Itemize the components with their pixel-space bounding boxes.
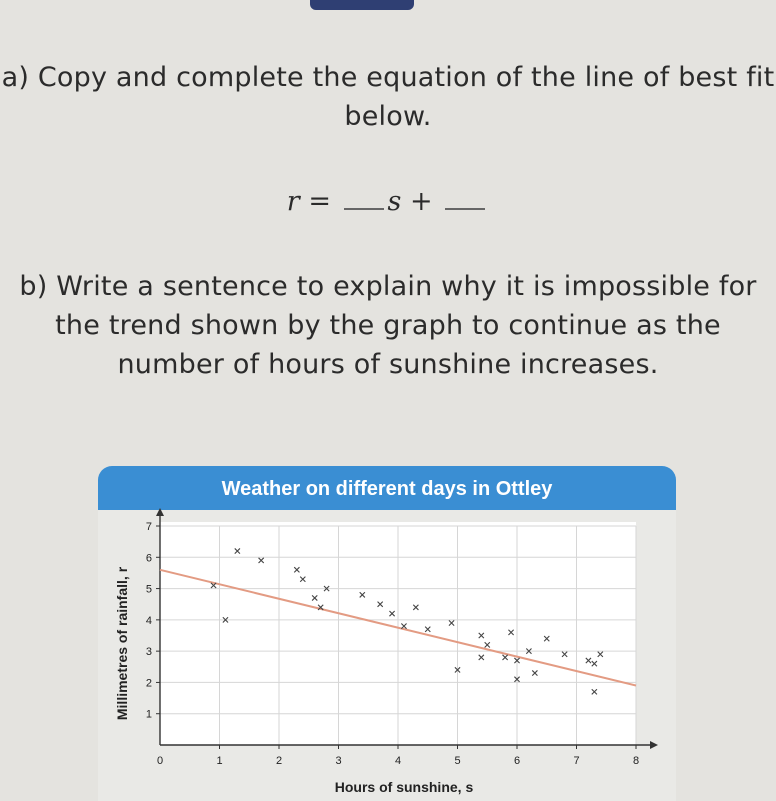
x-tick-label: 6 <box>513 755 521 767</box>
y-tick-label: 3 <box>145 646 152 659</box>
x-axis-label: Hours of sunshine, s <box>334 779 474 795</box>
x-tick-label: 1 <box>216 755 223 767</box>
question-a: a) Copy and complete the equation of the line of best fit below. <box>1 62 775 132</box>
y-tick-label: 1 <box>145 708 152 721</box>
y-axis-label: Millimetres of rainfall, r <box>114 566 130 721</box>
question-b: b) Write a sentence to explain why it is impossible for the trend shown by the graph to continue as the number of hours of sunshine increases. <box>19 271 757 380</box>
x-tick-label: 7 <box>573 755 580 767</box>
equation-var: s <box>387 186 402 217</box>
x-tick-label: 8 <box>632 755 640 767</box>
equation-equals: = <box>308 186 331 217</box>
equation-plus: + <box>409 186 433 217</box>
x-axis-arrow <box>650 741 658 749</box>
x-tick-label: 2 <box>275 755 283 767</box>
y-tick-label: 5 <box>145 583 152 596</box>
chart-title: Weather on different days in Ottley <box>98 466 676 510</box>
y-tick-label: 7 <box>145 521 152 533</box>
equation <box>0 184 776 217</box>
x-tick-label: 0 <box>156 755 164 767</box>
intercept-blank[interactable] <box>445 184 485 210</box>
y-tick-label: 4 <box>145 614 152 627</box>
y-axis-arrow <box>156 508 164 516</box>
top-tab <box>310 0 414 10</box>
equation-lhs: r <box>286 186 300 217</box>
chart-card <box>98 466 676 801</box>
gradient-blank[interactable] <box>344 184 384 210</box>
x-tick-label: 3 <box>335 755 342 767</box>
x-tick-label: 4 <box>394 755 402 767</box>
x-tick-label: 5 <box>454 755 461 767</box>
y-tick-label: 6 <box>145 552 152 565</box>
y-tick-label: 2 <box>145 677 152 690</box>
scatter-plot <box>98 466 676 801</box>
